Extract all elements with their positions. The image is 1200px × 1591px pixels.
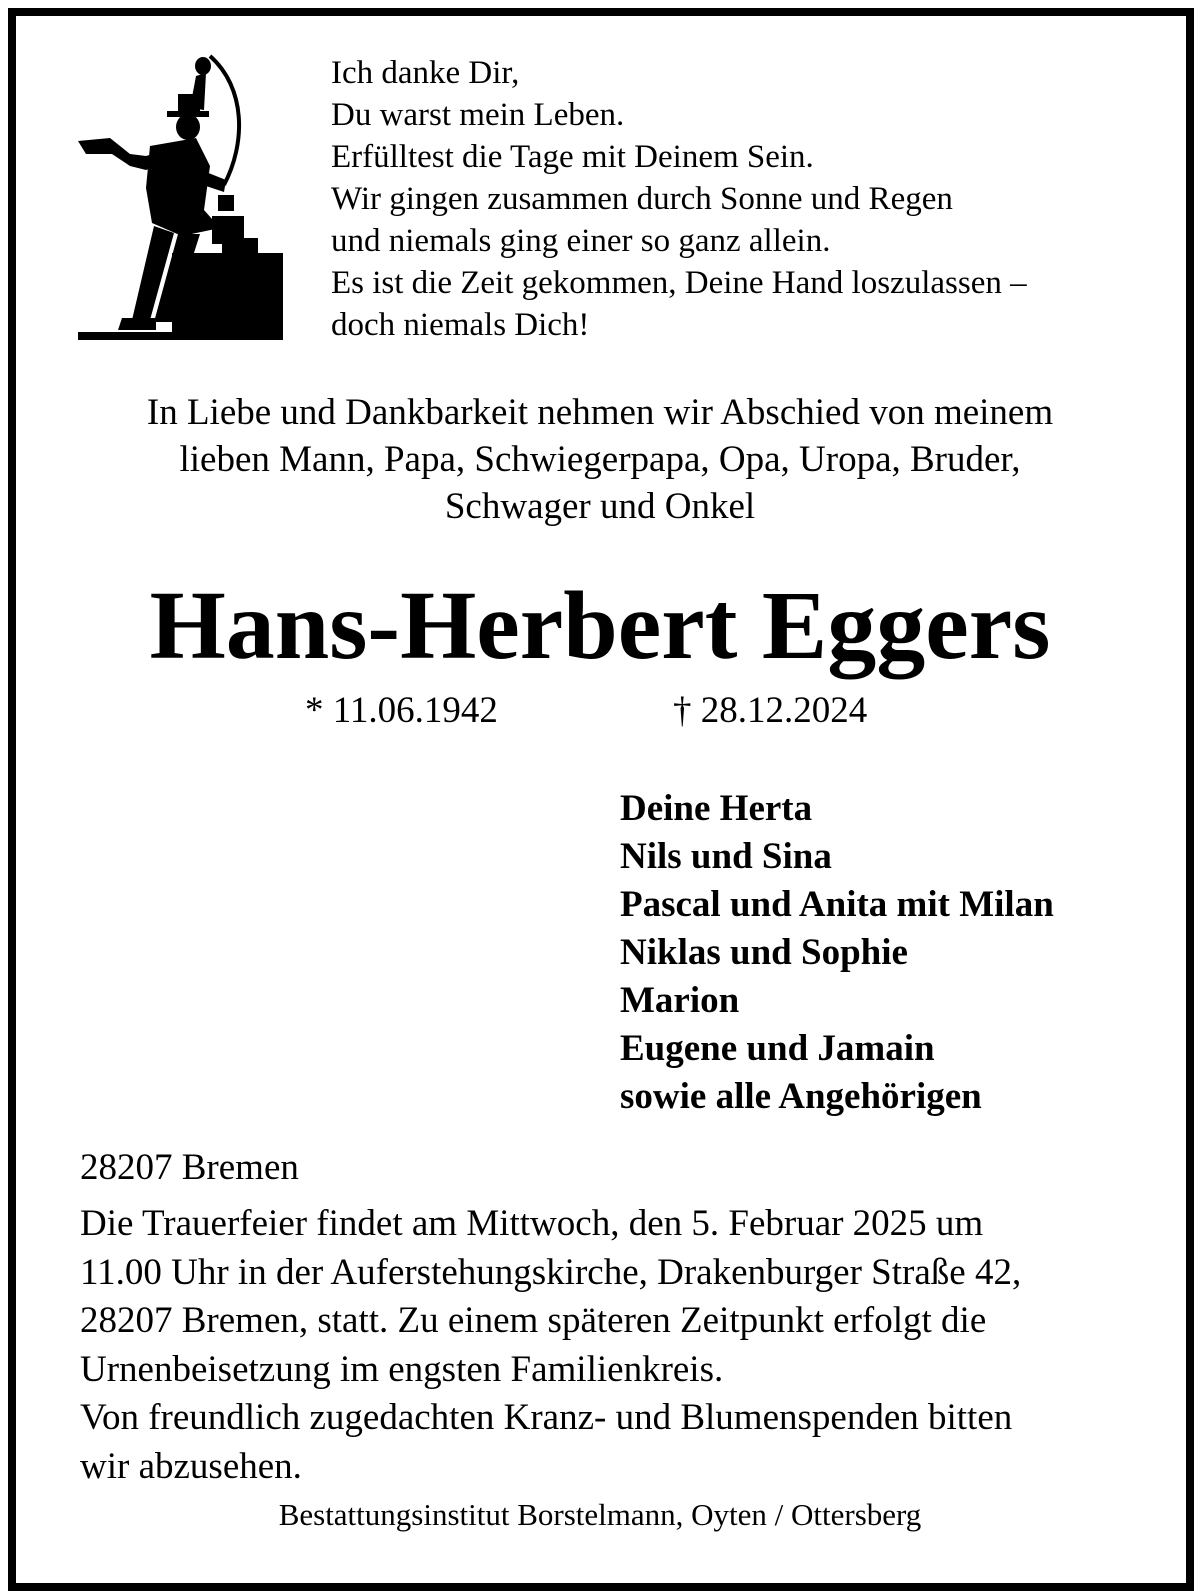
deceased-name: Hans-Herbert Eggers xyxy=(149,572,1051,680)
funeral-notice xyxy=(80,1200,1130,1491)
mourner-entry: Eugene und Jamain xyxy=(620,1028,935,1069)
poem-line: Du warst mein Leben. xyxy=(331,97,625,133)
place-of-residence: 28207 Bremen xyxy=(80,1147,299,1188)
farewell-intro xyxy=(60,389,1140,530)
notice-line: 11.00 Uhr in der Auferstehungskirche, Drakenburger Straße 42, xyxy=(80,1251,1022,1293)
poem-line: Wir gingen zusammen durch Sonne und Regen xyxy=(331,181,953,217)
chimney-sweep-icon xyxy=(78,48,283,340)
notice-line: Von freundlich zugedachten Kranz- und Blumenspenden bitten xyxy=(80,1397,1013,1438)
poem-line: Es ist die Zeit gekommen, Deine Hand loszulassen – xyxy=(331,265,1027,301)
notice-line: Die Trauerfeier findet am Mittwoch, den 5. Februar 2025 um xyxy=(80,1203,984,1244)
mourner-entry: Deine Herta xyxy=(620,788,813,829)
poem-line: und niemals ging einer so ganz allein. xyxy=(331,223,831,259)
mourner-entry: Pascal und Anita mit Milan xyxy=(620,884,1054,925)
death-date: † 28.12.2024 xyxy=(673,690,868,731)
mourner-entry: Niklas und Sophie xyxy=(620,932,908,973)
poem-line: doch niemals Dich! xyxy=(331,307,590,343)
birth-date: * 11.06.1942 xyxy=(305,690,498,731)
intro-line: lieben Mann, Papa, Schwiegerpapa, Opa, Uropa, Bruder, xyxy=(179,439,1021,480)
poem-line: Ich danke Dir, xyxy=(331,55,520,91)
intro-line: Schwager und Onkel xyxy=(444,486,756,527)
mourner-entry: Nils und Sina xyxy=(620,836,832,877)
mourners-list xyxy=(620,785,1180,1121)
notice-line: wir abzusehen. xyxy=(80,1445,302,1487)
funeral-home-credit: Bestattungsinstitut Borstelmann, Oyten / Ottersberg xyxy=(278,1497,922,1532)
notice-line: Urnenbeisetzung im engsten Familienkreis. xyxy=(80,1348,724,1390)
poem xyxy=(331,52,1131,346)
poem-line: Erfülltest die Tage mit Deinem Sein. xyxy=(331,139,814,175)
intro-line: In Liebe und Dankbarkeit nehmen wir Abschied von meinem xyxy=(146,392,1054,433)
mourner-entry: Marion xyxy=(620,980,740,1021)
mourner-entry: sowie alle Angehörigen xyxy=(620,1076,982,1117)
notice-line: 28207 Bremen, statt. Zu einem späteren Zeitpunkt erfolgt die xyxy=(80,1300,987,1341)
